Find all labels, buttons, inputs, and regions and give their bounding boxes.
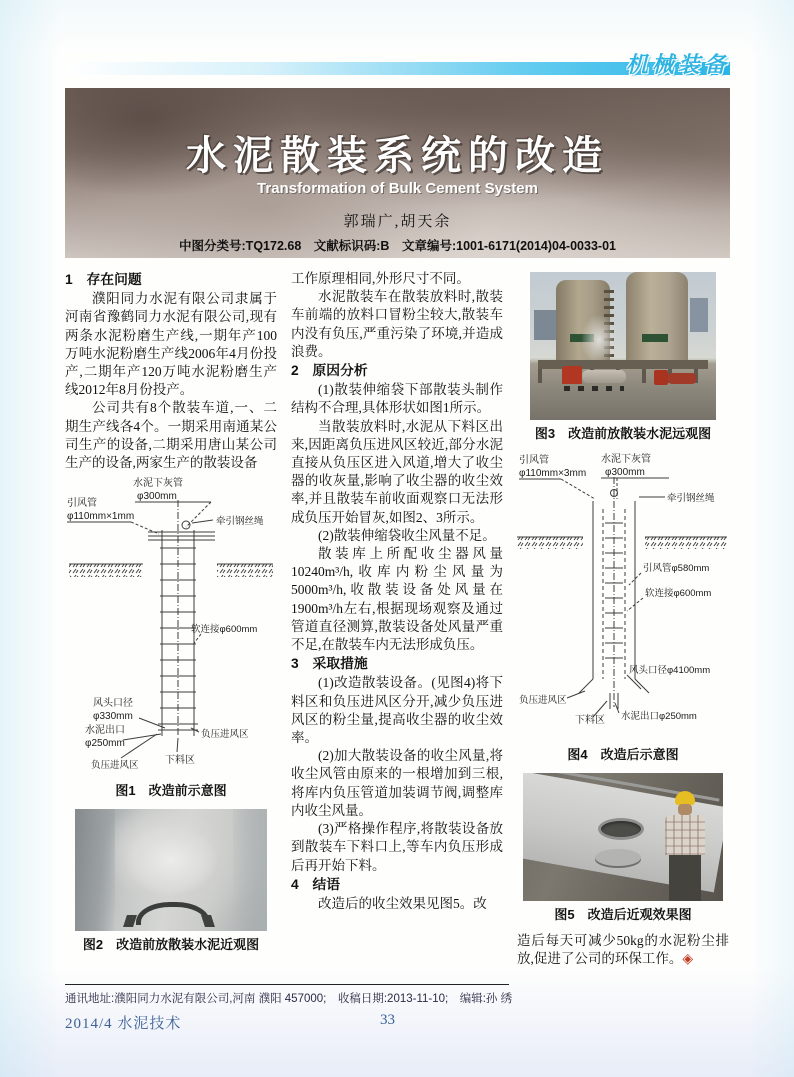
label-head-diameter: 风头口径φ4100mm [629,665,711,677]
label-cement-outlet: 水泥出口 [85,725,125,737]
label-head-diameter: 风头口径 [93,698,133,710]
hopper-leg [201,915,215,927]
figure-1-diagram [65,472,277,772]
figure-2-caption: 图2 改造前放散装水泥近观图 [82,936,260,952]
paragraph: 散装库上所配收尘器风量10240m³/h,收库内粉尘风量为5000m³/h,收散装设备处风量在1900m³/h左右,根据现场观察及通过管道直径测算,散装设备处风量严重不足,在散装车内无法形成负压。 [291,546,503,653]
dust-collector [534,310,556,340]
figure-5-photo-after-retrofit [523,773,723,901]
figure-5-caption: 图5 改造后近观效果图 [554,906,692,922]
figure-4 [517,451,729,764]
label-induced-duct-580: 引风管φ580mm [643,563,710,575]
column-3 [517,270,729,969]
paragraph: (2)散装伸缩袋收尘风量不足。 [318,527,496,543]
closing-paragraph [517,932,729,969]
journal-issue: 2014/4 水泥技术 [65,1016,182,1032]
figure-1 [65,472,277,800]
label-induced-duct: 引风管 [67,498,97,510]
authors: 郭瑞广,胡天余 [343,214,452,230]
label-cement-downpipe: 水泥下灰管 [133,478,183,490]
figure-5 [517,773,729,924]
label-induced-duct: 引风管 [519,455,549,467]
paragraph: (3)严格操作程序,将散装设备放到散装车下料口上,等车内负压形成后再开始下料。 [291,821,503,873]
truck-wheels [564,386,624,391]
figure-4-diagram [517,451,729,736]
figure-3 [517,272,729,443]
truck-wall-left [75,809,115,931]
title-banner [65,88,730,258]
paragraph: (1)改造散装设备。(见图4)将下料区和负压进风区分开,减少负压进风区的粉尘量,提高收尘器的收尘效率。 [291,675,503,746]
worker-face [678,804,692,815]
label-cement-downpipe-dia: φ300mm [137,491,177,503]
dust-collector [690,298,708,332]
label-negative-pressure: 负压进风区 [519,695,567,707]
page-number: 33 [380,1012,395,1028]
paragraph: (1)散装伸缩袋下部散装头制作结构不合理,具体形状如图1所示。 [291,382,503,416]
article-title: 水泥散装系统的改造 [186,134,609,178]
contact-line: 通讯地址:濮阳同力水泥有限公司,河南 濮阳 457000; 收稿日期:2013-11-10; 编辑:孙 绣 [65,993,513,1005]
hard-hat [675,791,695,805]
figure-2 [65,809,277,954]
paragraph: 公司共有8个散装车道,一、二期生产线各4个。一期采用南通某公司生产的设备,二期采用唐山某公司生产的设备,两家生产的散装设备 [65,400,277,471]
loading-hopper [136,902,210,925]
truck-cab [562,366,582,384]
worker [657,791,713,901]
label-cement-downpipe-dia: φ300mm [605,467,645,479]
paragraph: (2)加大散装设备的收尘风量,将收尘风管由原来的一根增加到三根,将库内负压管道加装调节阀,调整库内收尘风量。 [291,748,503,818]
figure-2-photo-dust-cloud [75,809,267,931]
bulk-truck [654,370,696,388]
open-hatch [601,821,641,837]
label-cement-outlet-dia: φ250mm [85,738,125,750]
label-tow-wire-rope: 牵引钢丝绳 [667,493,715,505]
worker-pants [669,855,701,901]
section-heading-1: 1 存在问题 [65,272,142,287]
label-feed-zone: 下料区 [575,715,605,727]
paragraph: 改造后的收尘效果见图5。改 [318,895,487,911]
dust-puff [582,316,616,364]
hatch-lid [595,849,641,866]
paragraph: 工作原理相同,外形尺寸不同。 [291,271,470,286]
paragraph: 水泥散装车在散装放料时,散装车前端的放料口冒粉尘较大,散装车内没有负压,严重污染了环境,并造成浪费。 [291,289,503,359]
label-negative-pressure-right: 负压进风区 [201,729,249,741]
truck-wall-right [233,809,267,931]
label-cement-downpipe: 水泥下灰管 [601,454,651,466]
truck-tank [668,373,696,384]
article-body [65,270,730,969]
label-induced-duct-dia: φ110mm×1mm [67,511,135,523]
truck-cab [654,370,668,385]
article-end-mark-icon: ◈ [682,952,694,968]
article-title-english: Transformation of Bulk Cement System [257,180,538,197]
paragraph: 濮阳同力水泥有限公司隶属于河南省豫鹤同力水泥有限公司,现有两条水泥粉磨生产线,一期年产100万吨水泥粉磨生产线2006年4月份投产,二期年产120万吨水泥粉磨生产线2012年8月份投产。 [65,291,277,398]
truck-tank [582,370,626,383]
label-induced-duct-dia: φ110mm×3mm [519,468,587,480]
label-cement-outlet: 水泥出口φ250mm [621,711,697,723]
label-soft-connection: 软连接φ600mm [191,624,258,636]
figure-3-photo-cement-plant [530,272,716,420]
classification-meta: 中图分类号:TQ172.68 文献标识码:B 文章编号:1001-6171(2014)04-0033-01 [179,239,616,253]
column-1 [65,270,277,969]
figure-3-caption: 图3 改造前放散装水泥远观图 [534,426,712,441]
footer-divider [65,984,509,985]
label-negative-pressure-left: 负压进风区 [91,760,139,772]
hopper-leg [123,915,137,927]
label-soft-connection: 软连接φ600mm [645,588,712,600]
figure-1-caption: 图1 改造前示意图 [115,783,227,799]
column-2 [291,270,503,969]
section-heading-4: 4 结语 [291,876,341,892]
paragraph: 当散装放料时,水泥从下料区出来,因距离负压进风区较近,部分水泥直接从负压区进入风道,增大了收尘器的收灰量,影响了收尘器的收尘效率,并且散装车前收面观察口无法形成负压开始冒灰,如图2、3所示。 [291,418,503,525]
worker-shirt [665,815,705,855]
column-section-tag: 机械装备 [625,52,730,77]
label-head-diameter-dia: φ330mm [93,711,133,723]
section-heading-2: 2 原因分析 [291,363,368,379]
closing-text: 造后每天可减少50kg的水泥粉尘排放,促进了公司的环保工作。 [517,932,729,967]
label-tow-wire-rope: 牵引钢丝绳 [216,516,264,528]
bulk-truck [562,366,626,388]
figure-4-caption: 图4 改造后示意图 [567,747,679,763]
label-feed-zone: 下料区 [165,755,195,767]
section-heading-3: 3 采取措施 [291,656,368,672]
silo-sign [642,334,668,342]
cement-silo [626,272,688,364]
